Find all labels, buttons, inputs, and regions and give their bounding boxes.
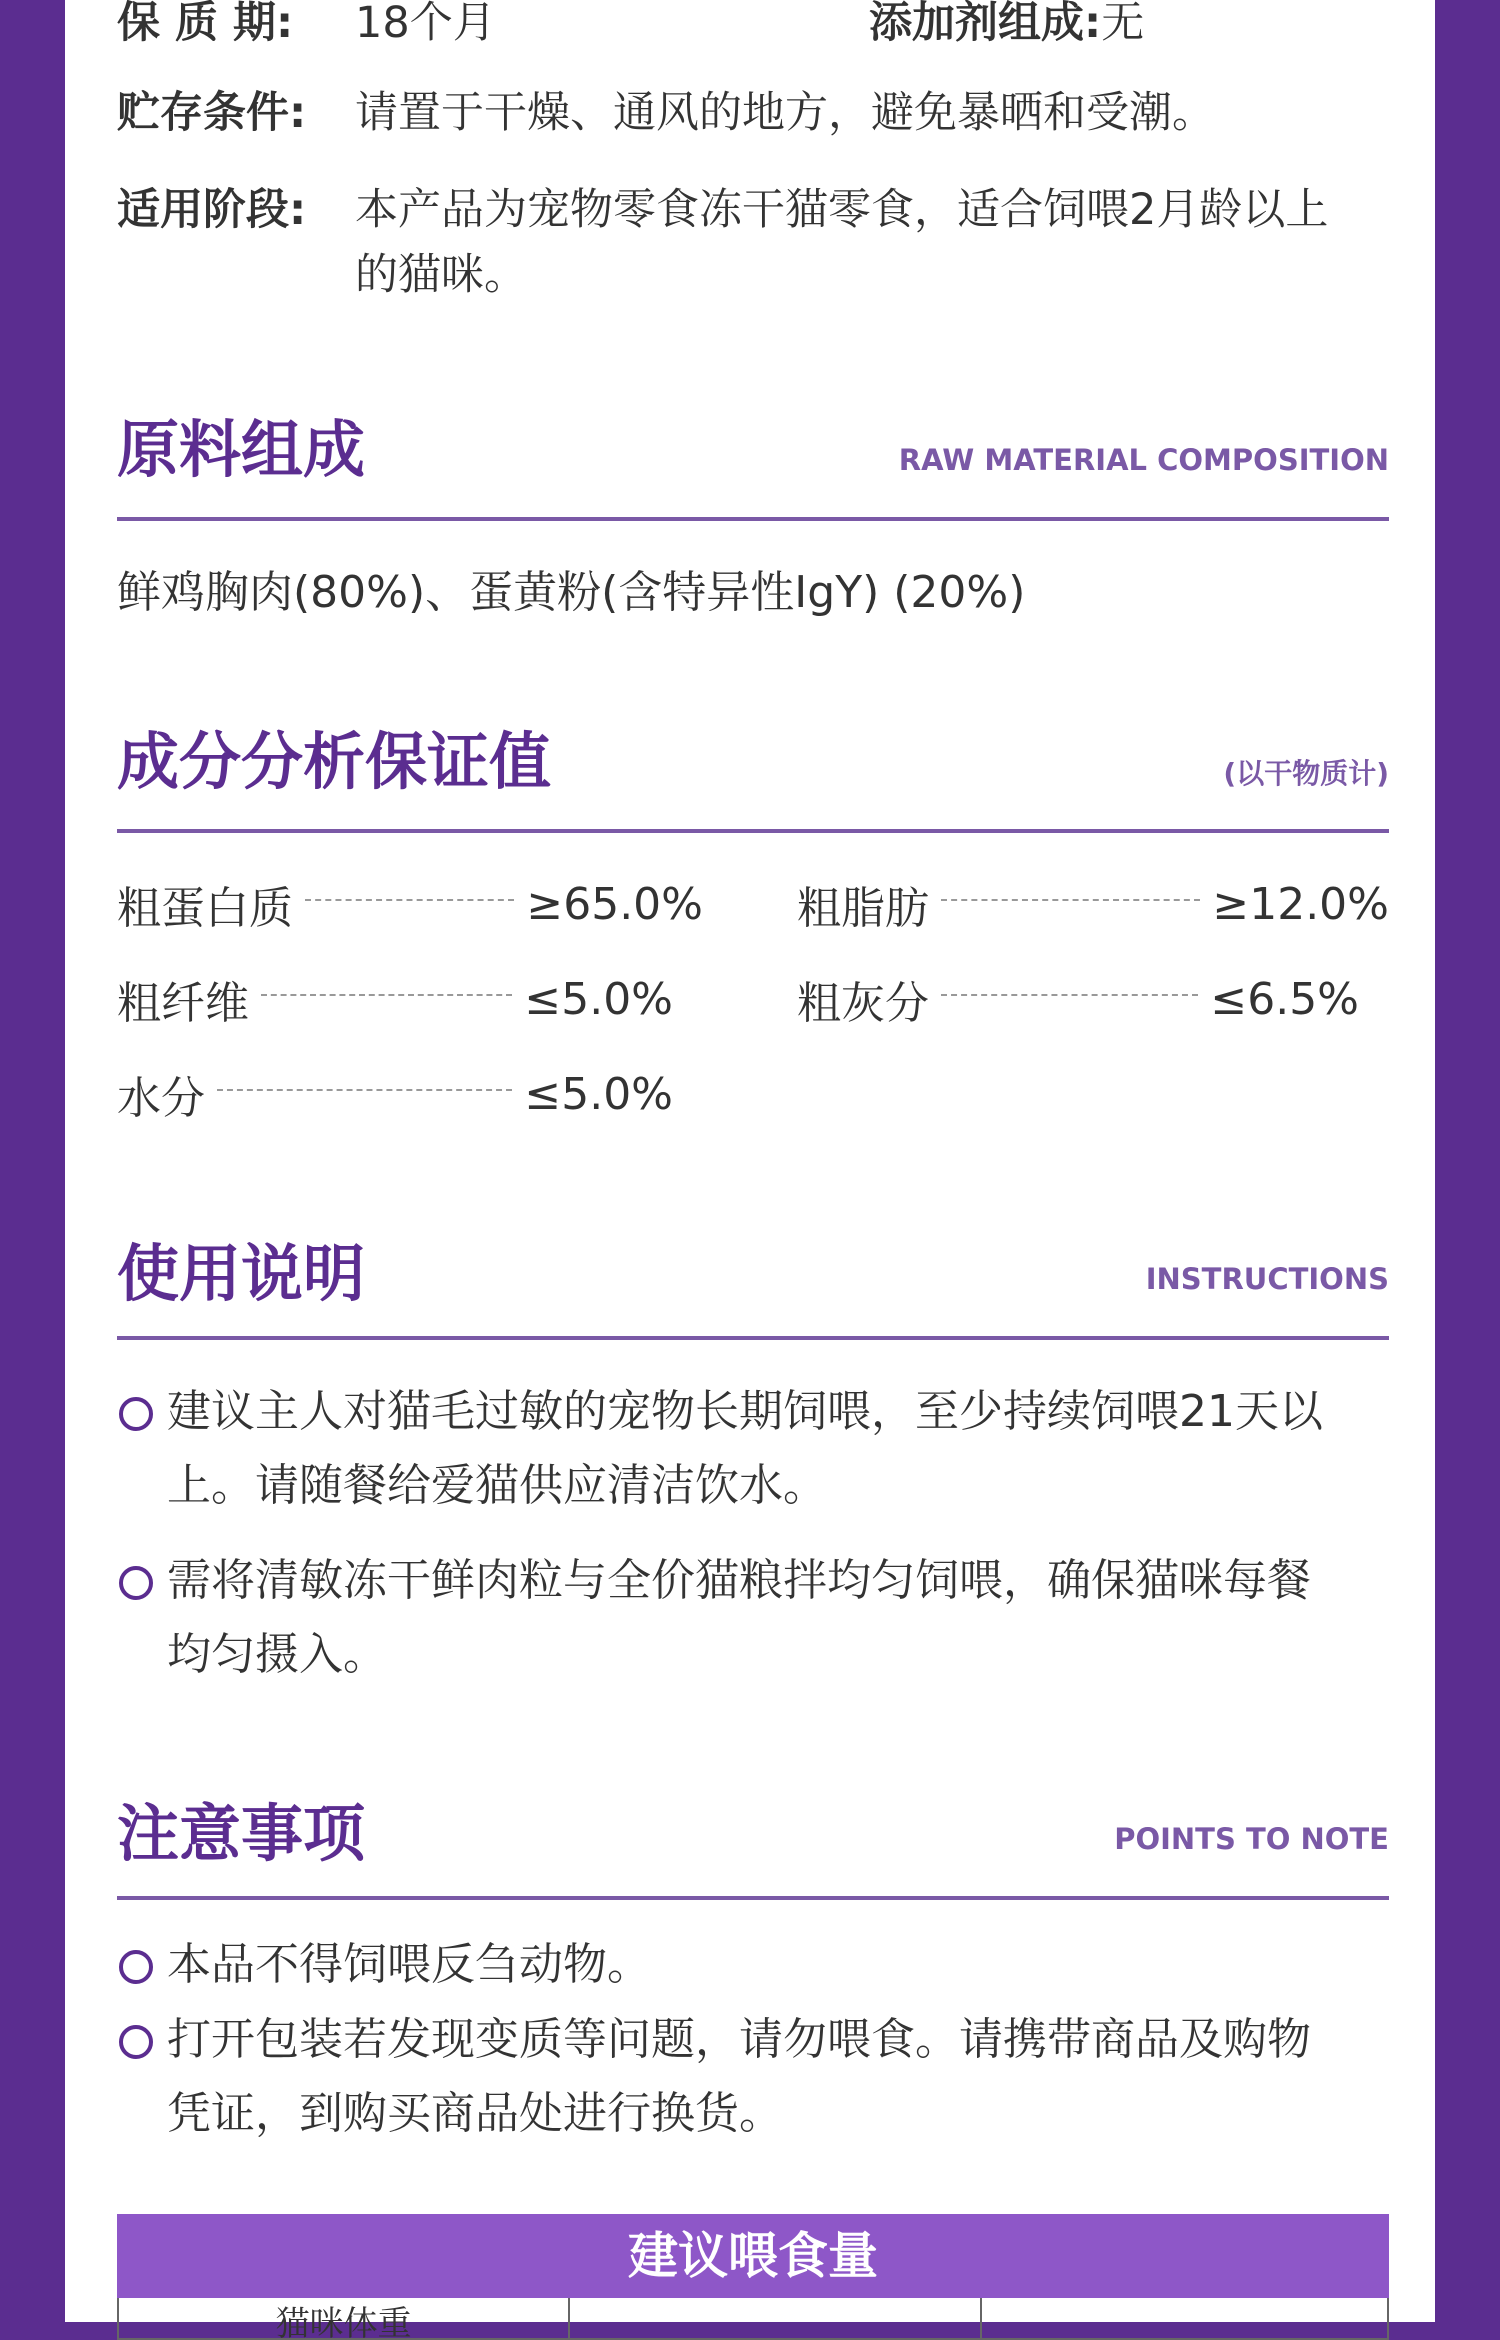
- note-item-1-line1: 本品不得饲喂反刍动物。: [167, 1939, 651, 1990]
- content-panel: [65, 0, 1435, 2338]
- feeding-table-header: 建议喂食量: [117, 2214, 1389, 2298]
- shelf-life-value: 18个月: [355, 0, 496, 48]
- instructions-title: 使用说明: [117, 1237, 366, 1310]
- instruction-item-1-line2: 上。请随餐给爱猫供应清洁饮水。: [167, 1460, 827, 1511]
- stage-value-line1: 本产品为宠物零食冻干猫零食，适合饲喂2月龄以上: [355, 185, 1329, 235]
- instruction-item-1: [117, 1375, 1389, 1523]
- shelf-life-row: [117, 0, 496, 58]
- metric-protein-name: 粗蛋白质: [117, 883, 293, 934]
- metric-fiber: [117, 967, 673, 1031]
- storage-value: 请置于干燥、通风的地方，避免暴晒和受潮。: [355, 88, 1215, 138]
- instruction-item-2-line1: 需将清敏冻干鲜肉粒与全价猫粮拌均匀饲喂，确保猫咪每餐: [167, 1555, 1311, 1606]
- metric-fat: [797, 872, 1389, 936]
- storage-row: [117, 78, 1215, 148]
- shelf-life-label: 保 质 期:: [117, 0, 294, 48]
- storage-label: 贮存条件:: [117, 88, 307, 138]
- instructions-title-en: INSTRUCTIONS: [1145, 1262, 1389, 1296]
- metric-fat-name: 粗脂肪: [797, 883, 929, 934]
- metric-moisture-value: ≤5.0%: [524, 1068, 673, 1120]
- metric-fat-value: ≥12.0%: [1212, 878, 1389, 930]
- note-item-2-line2: 凭证，到购买商品处进行换货。: [167, 2088, 783, 2139]
- notes-title: 注意事项: [117, 1797, 366, 1870]
- instruction-item-2: [117, 1544, 1389, 1692]
- metric-ash-leader: [941, 994, 1198, 996]
- instruction-item-2-line2: 均匀摄入。: [167, 1629, 387, 1680]
- instructions-divider: [117, 1336, 1389, 1340]
- bullet-circle-icon: [119, 1397, 153, 1431]
- notes-title-en: POINTS TO NOTE: [1114, 1822, 1389, 1856]
- metric-protein: [117, 872, 703, 936]
- note-item-2: [117, 2003, 1389, 2151]
- metric-protein-leader: [305, 899, 514, 901]
- raw-material-divider: [117, 517, 1389, 521]
- note-item-2-line1: 打开包装若发现变质等问题，请勿喂食。请携带商品及购物: [167, 2014, 1311, 2065]
- raw-material-title-en: RAW MATERIAL COMPOSITION: [898, 443, 1389, 477]
- metric-moisture-name: 水分: [117, 1073, 205, 1124]
- bullet-circle-icon: [119, 2025, 153, 2059]
- metric-moisture-leader: [217, 1089, 512, 1091]
- metric-protein-value: ≥65.0%: [526, 878, 703, 930]
- metric-fat-leader: [941, 899, 1200, 901]
- feeding-table-cell: [570, 2298, 981, 2338]
- bullet-circle-icon: [119, 1950, 153, 1984]
- raw-material-text: 鲜鸡胸肉(80%)、蛋黄粉(含特异性IgY) (20%): [117, 567, 1026, 618]
- note-item-1: [117, 1928, 1389, 2002]
- analysis-note: (以干物质计): [1223, 757, 1389, 790]
- metric-ash: [797, 967, 1359, 1031]
- raw-material-title: 原料组成: [117, 413, 366, 486]
- metric-fiber-name: 粗纤维: [117, 978, 249, 1029]
- additive-value: 无: [1101, 0, 1145, 48]
- stage-row: [117, 175, 1328, 245]
- feeding-table-cell: [982, 2298, 1387, 2338]
- stage-value-line2: 的猫咪。: [355, 250, 527, 300]
- analysis-title: 成分分析保证值: [117, 725, 552, 798]
- notes-divider: [117, 1896, 1389, 1900]
- metric-ash-value: ≤6.5%: [1210, 973, 1359, 1025]
- metric-fiber-leader: [261, 994, 512, 996]
- metric-moisture: [117, 1062, 673, 1126]
- metric-ash-name: 粗灰分: [797, 978, 929, 1029]
- stage-label: 适用阶段:: [117, 185, 307, 235]
- feeding-table-body: [117, 2298, 1389, 2340]
- feeding-table-cell-weight: 猫咪体重: [119, 2298, 570, 2338]
- additive-row: [869, 0, 1144, 58]
- bullet-circle-icon: [119, 1566, 153, 1600]
- metric-fiber-value: ≤5.0%: [524, 973, 673, 1025]
- additive-label: 添加剂组成:: [869, 0, 1102, 48]
- stage-row-cont: [355, 240, 527, 310]
- analysis-divider: [117, 829, 1389, 833]
- instruction-item-1-line1: 建议主人对猫毛过敏的宠物长期饲喂，至少持续饲喂21天以: [167, 1386, 1323, 1437]
